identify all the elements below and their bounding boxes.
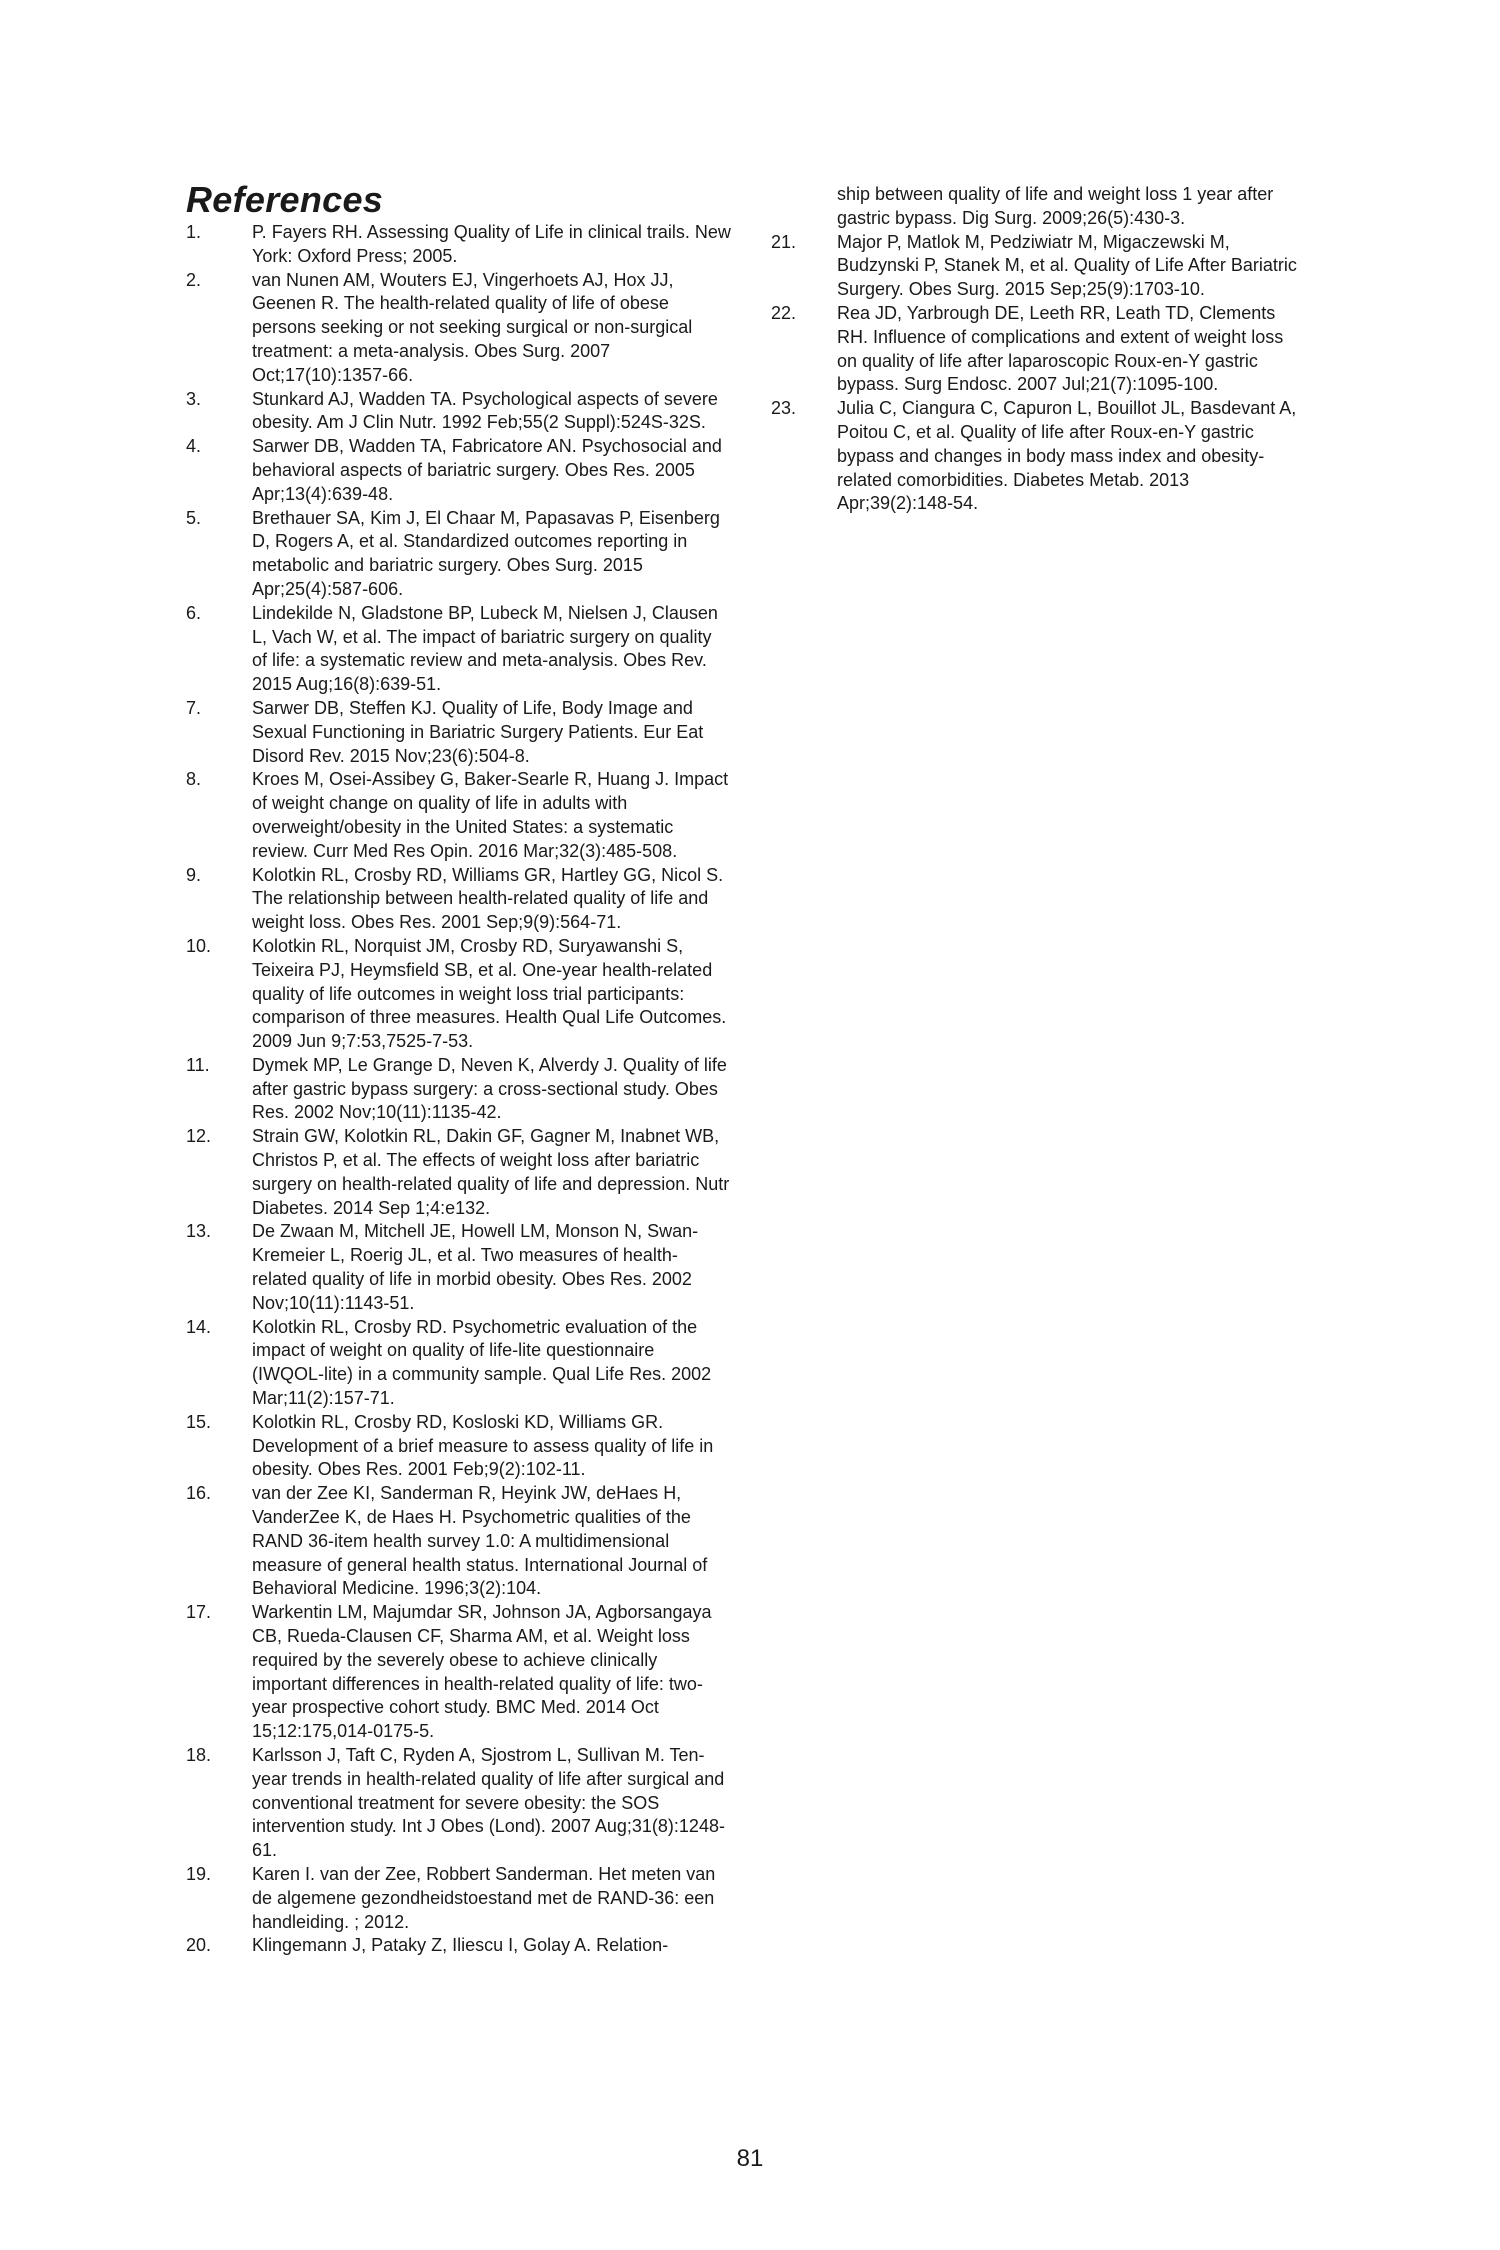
reference-text: Lindekilde N, Gladstone BP, Lubeck M, Nielsen J, Clausen L, Vach W, et al. The impact of bariatric surgery on quality of life: a systematic review and meta-analysis. Obes Rev. 2015 Aug;16(8):639-51.	[252, 602, 718, 695]
reference-number: 15.	[186, 1411, 212, 1432]
reference-item	[186, 1220, 731, 1315]
reference-number: 16.	[186, 1483, 212, 1504]
reference-text: Kolotkin RL, Crosby RD, Kosloski KD, Williams GR. Development of a brief measure to assess quality of life in obesity. Obes Res. 2001 Feb;9(2):102-11.	[252, 1411, 714, 1480]
reference-number: 7.	[186, 697, 202, 718]
reference-item	[186, 1744, 731, 1863]
reference-item	[186, 935, 731, 1054]
reference-item	[771, 231, 1301, 302]
reference-text: Brethauer SA, Kim J, El Chaar M, Papasavas P, Eisenberg D, Rogers A, et al. Standardized outcomes reporting in metabolic and bariatric surgery. Obes Surg. 2015 Apr;25(4):587-606.	[252, 507, 720, 599]
reference-item	[186, 1125, 731, 1220]
reference-text: Kolotkin RL, Norquist JM, Crosby RD, Suryawanshi S, Teixeira PJ, Heymsfield SB, et al. One-year health-related quality of life outcomes in weight loss trial participants: comparison of three measures. Health Qual Life Outcomes. 2009 Jun 9;7:53,7525-7-53.	[252, 935, 727, 1052]
reference-number: 2.	[186, 269, 202, 290]
reference-text: Kroes M, Osei-Assibey G, Baker-Searle R, Huang J. Impact of weight change on quality of life in adults with overweight/obesity in the United States: a systematic review. Curr Med Res Opin. 2016 Mar;32(3):485-508.	[252, 769, 729, 861]
reference-text: Warkentin LM, Majumdar SR, Johnson JA, Agborsangaya CB, Rueda-Clausen CF, Sharma AM, et al. Weight loss required by the severely obese to achieve clinically important differences in health-related quality of life: two-year prospective cohort study. BMC Med. 2014 Oct 15;12:175,014-0175-5.	[252, 1602, 712, 1742]
reference-text: Karen I. van der Zee, Robbert Sanderman. Het meten van de algemene gezondheidstoestand met de RAND-36: een handleiding. ; 2012.	[252, 1863, 716, 1932]
reference-text: Karlsson J, Taft C, Ryden A, Sjostrom L, Sullivan M. Ten-year trends in health-related quality of life after surgical and conventional treatment for severe obesity: the SOS intervention study. Int J Obes (Lond). 2007 Aug;31(8):1248-61.	[252, 1745, 725, 1861]
references-right-column	[771, 183, 1301, 516]
reference-text: Major P, Matlok M, Pedziwiatr M, Migaczewski M, Budzynski P, Stanek M, et al. Quality of Life After Bariatric Surgery. Obes Surg. 2015 Sep;25(9):1703-10.	[837, 231, 1297, 300]
reference-number: 23.	[771, 398, 797, 419]
reference-text: Julia C, Ciangura C, Capuron L, Bouillot JL, Basdevant A, Poitou C, et al. Quality of life after Roux-en-Y gastric bypass and changes in body mass index and obesity-related comorbidities. Diabetes Metab. 2013 Apr;39(2):148-54.	[837, 398, 1297, 514]
reference-item	[186, 1934, 731, 1958]
reference-number: 17.	[186, 1602, 212, 1623]
reference-item	[186, 602, 731, 697]
reference-number: 4.	[186, 436, 202, 457]
reference-item	[186, 697, 731, 768]
reference-item	[186, 435, 731, 506]
reference-text: Klingemann J, Pataky Z, Iliescu I, Golay A. Relation-	[252, 1935, 669, 1956]
reference-item	[186, 768, 731, 863]
reference-number: 20.	[186, 1935, 212, 1956]
reference-text: van Nunen AM, Wouters EJ, Vingerhoets AJ, Hox JJ, Geenen R. The health-related quality of life of obese persons seeking or not seeking surgical or non-surgical treatment: a meta-analysis. Obes Surg. 2007 Oct;17(10):1357-66.	[252, 269, 693, 385]
reference-text: Sarwer DB, Wadden TA, Fabricatore AN. Psychosocial and behavioral aspects of bariatric surgery. Obes Res. 2005 Apr;13(4):639-48.	[252, 436, 722, 504]
reference-item	[186, 1482, 731, 1601]
reference-item	[186, 221, 731, 269]
reference-text: Dymek MP, Le Grange D, Neven K, Alverdy J. Quality of life after gastric bypass surgery: a cross-sectional study. Obes Res. 2002 Nov;10(11):1135-42.	[252, 1054, 727, 1123]
reference-item	[186, 864, 731, 935]
reference-item	[186, 1863, 731, 1934]
reference-item	[186, 269, 731, 388]
reference-item	[186, 507, 731, 602]
reference-number: 19.	[186, 1863, 212, 1884]
reference-item	[771, 397, 1301, 516]
reference-text: Kolotkin RL, Crosby RD. Psychometric evaluation of the impact of weight on quality of life-lite questionnaire (IWQOL-lite) in a community sample. Qual Life Res. 2002 Mar;11(2):157-71.	[252, 1316, 712, 1409]
reference-text: Kolotkin RL, Crosby RD, Williams GR, Hartley GG, Nicol S. The relationship between health-related quality of life and weight loss. Obes Res. 2001 Sep;9(9):564-71.	[252, 864, 724, 933]
reference-number: 21.	[771, 231, 797, 252]
reference-number: 5.	[186, 507, 202, 528]
reference-number: 22.	[771, 302, 797, 323]
reference-number: 3.	[186, 388, 202, 409]
reference-number: 1.	[186, 222, 202, 242]
reference-number: 11.	[186, 1054, 210, 1075]
reference-item	[771, 302, 1301, 397]
reference-text: Sarwer DB, Steffen KJ. Quality of Life, Body Image and Sexual Functioning in Bariatric Surgery Patients. Eur Eat Disord Rev. 2015 Nov;23(6):504-8.	[252, 697, 704, 766]
reference-number: 9.	[186, 864, 202, 885]
reference-text: van der Zee KI, Sanderman R, Heyink JW, deHaes H, VanderZee K, de Haes H. Psychometric qualities of the RAND 36-item health survey 1.0: A multidimensional measure of general health status. International Journal of Behavioral Medicine. 1996;3(2):104.	[252, 1483, 708, 1599]
reference-text: Strain GW, Kolotkin RL, Dakin GF, Gagner M, Inabnet WB, Christos P, et al. The effects of weight loss after bariatric surgery on health-related quality of life and depression. Nutr Diabetes. 2014 Sep 1;4:e132.	[252, 1126, 730, 1218]
reference-item	[186, 1316, 731, 1411]
references-heading: References	[186, 179, 384, 220]
reference-item	[186, 1601, 731, 1744]
reference-number: 8.	[186, 769, 202, 790]
reference-number: 6.	[186, 602, 202, 623]
reference-item	[186, 1054, 731, 1125]
page-number: 81	[736, 2145, 764, 2172]
reference-item	[186, 388, 731, 436]
references-left-column	[186, 221, 731, 1958]
reference-text: P. Fayers RH. Assessing Quality of Life in clinical trails. New York: Oxford Press; 2005.	[252, 222, 731, 266]
reference-number: 10.	[186, 935, 212, 956]
reference-text: Stunkard AJ, Wadden TA. Psychological aspects of severe obesity. Am J Clin Nutr. 1992 Feb;55(2 Suppl):524S-32S.	[252, 388, 718, 433]
reference-number: 14.	[186, 1316, 212, 1337]
reference-text: De Zwaan M, Mitchell JE, Howell LM, Monson N, Swan-Kremeier L, Roerig JL, et al. Two measures of health-related quality of life in morbid obesity. Obes Res. 2002 Nov;10(11):1143-51.	[252, 1221, 699, 1313]
reference-number: 13.	[186, 1221, 212, 1242]
reference-continuation: ship between quality of life and weight loss 1 year after gastric bypass. Dig Surg. 2009;26(5):430-3.	[837, 184, 1274, 228]
reference-text: Rea JD, Yarbrough DE, Leeth RR, Leath TD, Clements RH. Influence of complications and extent of weight loss on quality of life after laparoscopic Roux-en-Y gastric bypass. Surg Endosc. 2007 Jul;21(7):1095-100.	[837, 302, 1284, 395]
reference-number: 18.	[186, 1745, 212, 1765]
reference-item	[186, 1411, 731, 1482]
reference-number: 12.	[186, 1126, 212, 1147]
